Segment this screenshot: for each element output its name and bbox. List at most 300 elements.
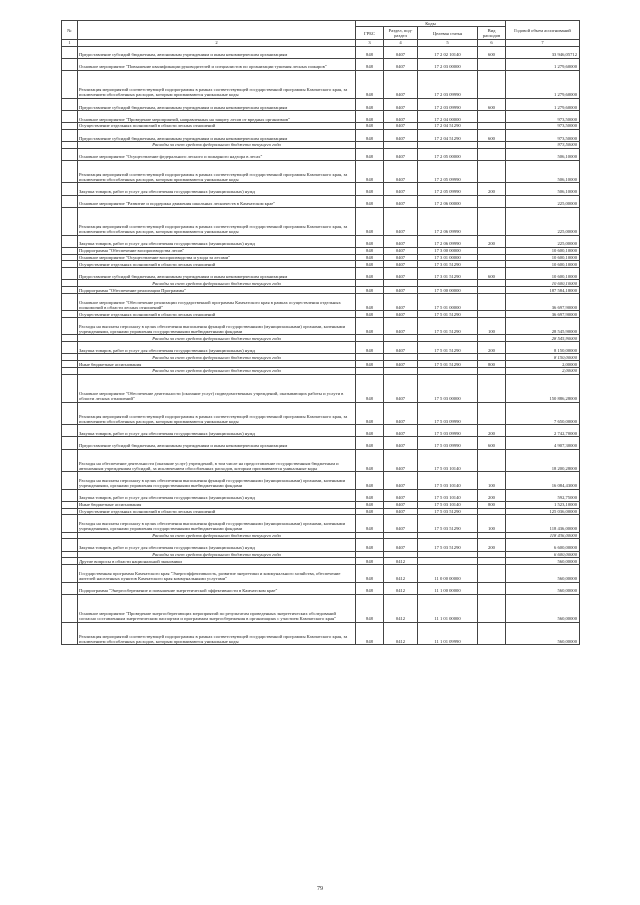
cell-num: [62, 195, 78, 207]
cell-target: 17 2 03 09990: [418, 98, 478, 110]
cell-section: 0407: [384, 287, 418, 294]
cell-name: Реализация мероприятий соответствующей подпрограммы в рамках соответствующей государственной программы Камчатского края, за исключением обособленных расходов, которым присваиваются уникальные коды: [78, 70, 356, 98]
header-number: №: [62, 21, 78, 40]
cell-num: [62, 354, 78, 361]
table-row: [62, 374, 580, 402]
cell-grbs: 848: [356, 235, 384, 247]
cell-type: [478, 594, 506, 622]
cell-target: [418, 354, 478, 361]
cell-grbs: 848: [356, 254, 384, 261]
cell-grbs: 848: [356, 437, 384, 449]
cell-target: 17 5 03 51290: [418, 539, 478, 551]
cell-section: 0407: [384, 311, 418, 318]
cell-amount: 7 650,00000: [506, 402, 580, 425]
cell-grbs: [356, 367, 384, 374]
cell-section: 0407: [384, 235, 418, 247]
cell-amount: 6 600,00000: [506, 539, 580, 551]
cell-type: [478, 110, 506, 122]
cell-type: 600: [478, 46, 506, 58]
cell-type: [478, 160, 506, 183]
cell-amount: 8 150,00000: [506, 342, 580, 354]
cell-name: Реализация мероприятий соответствующей подпрограммы в рамках соответствующей государственной программы Камчатского края, за исключением обособленных расходов, которым присваиваются уникальные коды: [78, 207, 356, 235]
cell-amount: 560,00000: [506, 582, 580, 594]
cell-target: 17 2 06 09990: [418, 235, 478, 247]
cell-amount: 506,10000: [506, 160, 580, 183]
table-row: [62, 437, 580, 449]
cell-name: Расходы за счет средств федерального бюджета текущего года: [78, 367, 356, 374]
cell-amount: 4 907,30000: [506, 437, 580, 449]
cell-num: [62, 594, 78, 622]
cell-name: Расходы за счет средств федерального бюджета текущего года: [78, 141, 356, 148]
cell-amount: 10 600,10000: [506, 261, 580, 268]
cell-section: 0407: [384, 261, 418, 268]
cell-grbs: [356, 141, 384, 148]
cell-type: [478, 551, 506, 558]
cell-section: 0407: [384, 254, 418, 261]
index-cell: 6: [478, 40, 506, 46]
cell-type: [478, 148, 506, 160]
cell-target: 17 5 03 09990: [418, 402, 478, 425]
cell-amount: 28 545,90000: [506, 335, 580, 342]
cell-grbs: 848: [356, 195, 384, 207]
table-row: [62, 247, 580, 254]
cell-target: 17 2 04 00000: [418, 110, 478, 122]
cell-type: [478, 558, 506, 565]
cell-name: Основное мероприятие "Проведение мероприятий, направленных на защиту лесов от вредных организмов": [78, 110, 356, 122]
table-row: [62, 622, 580, 645]
cell-grbs: 848: [356, 70, 384, 98]
cell-grbs: 848: [356, 58, 384, 70]
cell-amount: 10 600,10000: [506, 254, 580, 261]
header-section: Раздел, под- раздел: [384, 27, 418, 40]
cell-amount: 560,00000: [506, 565, 580, 582]
cell-type: 600: [478, 437, 506, 449]
cell-amount: 10 600,10000: [506, 247, 580, 254]
table-row: [62, 565, 580, 582]
table-row: [62, 148, 580, 160]
cell-num: [62, 311, 78, 318]
cell-target: [418, 367, 478, 374]
cell-target: 17 5 03 10140: [418, 501, 478, 508]
cell-amount: 187 584,18000: [506, 287, 580, 294]
cell-target: 11 1 01 09990: [418, 622, 478, 645]
table-row: [62, 287, 580, 294]
cell-amount: 36 697,90000: [506, 311, 580, 318]
cell-section: 0407: [384, 437, 418, 449]
table-row: [62, 207, 580, 235]
table-row: [62, 402, 580, 425]
header-target: Целевая статья: [418, 27, 478, 40]
cell-name: Осуществление отдельных полномочий в области лесных отношений: [78, 122, 356, 129]
cell-section: 0407: [384, 195, 418, 207]
cell-name: Основное мероприятие "Обеспечение деятельности (оказание услуг) подведомственных учреждений, оказывающих работы и услуги в области лесных отношений": [78, 374, 356, 402]
table-row: [62, 342, 580, 354]
cell-name: Осуществление отдельных полномочий в области лесных отношений: [78, 261, 356, 268]
table-row: [62, 361, 580, 368]
table-row: [62, 582, 580, 594]
cell-type: [478, 70, 506, 98]
index-cell: 5: [418, 40, 478, 46]
table-row: [62, 317, 580, 334]
cell-grbs: 848: [356, 311, 384, 318]
header-name: [78, 21, 356, 40]
cell-amount: 506,10000: [506, 183, 580, 195]
cell-name: Реализация мероприятий соответствующей подпрограммы в рамках соответствующей государственной программы Камчатского края, за исключением обособленных расходов, которым присваиваются уникальные коды: [78, 402, 356, 425]
cell-name: Расходы за счет средств федерального бюджета текущего года: [78, 335, 356, 342]
cell-type: [478, 582, 506, 594]
table-row-note: [62, 367, 580, 374]
cell-target: 17 5 01 51290: [418, 342, 478, 354]
cell-name: Расходы за счет средств федерального бюджета текущего года: [78, 280, 356, 287]
cell-grbs: 848: [356, 98, 384, 110]
cell-section: 0407: [384, 539, 418, 551]
cell-num: [62, 515, 78, 532]
cell-grbs: 848: [356, 515, 384, 532]
cell-type: 200: [478, 183, 506, 195]
cell-target: 11 0 00 00000: [418, 565, 478, 582]
cell-amount: 150 886,28000: [506, 374, 580, 402]
cell-target: 11 1 01 00000: [418, 594, 478, 622]
cell-target: 17 2 06 09990: [418, 207, 478, 235]
cell-type: 600: [478, 98, 506, 110]
table-row: [62, 311, 580, 318]
cell-num: [62, 141, 78, 148]
cell-type: 100: [478, 515, 506, 532]
cell-target: 17 5 03 10140: [418, 449, 478, 472]
cell-num: [62, 402, 78, 425]
cell-target: 17 2 03 00000: [418, 58, 478, 70]
cell-section: 0412: [384, 582, 418, 594]
cell-section: 0407: [384, 148, 418, 160]
cell-amount: 118 436,00000: [506, 532, 580, 539]
cell-type: [478, 367, 506, 374]
cell-amount: 1 279,60000: [506, 98, 580, 110]
table-row: [62, 46, 580, 58]
cell-name: Иные бюджетные ассигнования: [78, 501, 356, 508]
table-row-note: [62, 551, 580, 558]
cell-target: 17 5 03 51290: [418, 515, 478, 532]
table-row-note: [62, 335, 580, 342]
cell-num: [62, 361, 78, 368]
cell-section: 0407: [384, 98, 418, 110]
cell-grbs: 848: [356, 594, 384, 622]
cell-grbs: [356, 532, 384, 539]
cell-section: 0407: [384, 489, 418, 501]
cell-section: 0407: [384, 247, 418, 254]
cell-num: [62, 70, 78, 98]
cell-num: [62, 551, 78, 558]
cell-amount: 560,00000: [506, 558, 580, 565]
cell-num: [62, 46, 78, 58]
cell-name: Основное мероприятие "Осуществление федерального лесного и пожарного надзора в лесах": [78, 148, 356, 160]
cell-section: 0412: [384, 565, 418, 582]
cell-name: Расходы на выплаты персоналу в целях обеспечения выполнения функций государственными (муниципальными) органами, казенными учреждениями, органами управления государственными внебюджетными фондами: [78, 317, 356, 334]
cell-target: 17 2 05 09990: [418, 160, 478, 183]
cell-amount: 592,75000: [506, 489, 580, 501]
cell-name: Закупка товаров, работ и услуг для обеспечения государственных (муниципальных) нужд: [78, 489, 356, 501]
cell-target: 17 5 03 51290: [418, 508, 478, 515]
table-row: [62, 261, 580, 268]
cell-grbs: 848: [356, 207, 384, 235]
index-cell: 3: [356, 40, 384, 46]
cell-section: [384, 532, 418, 539]
table-row-note: [62, 280, 580, 287]
cell-section: 0407: [384, 472, 418, 489]
cell-name: Закупка товаров, работ и услуг для обеспечения государственных (муниципальных) нужд: [78, 425, 356, 437]
cell-num: [62, 472, 78, 489]
cell-type: [478, 508, 506, 515]
cell-amount: 506,10000: [506, 148, 580, 160]
cell-grbs: 848: [356, 148, 384, 160]
cell-num: [62, 437, 78, 449]
cell-grbs: 848: [356, 122, 384, 129]
cell-name: Закупка товаров, работ и услуг для обеспечения государственных (муниципальных) нужд: [78, 539, 356, 551]
cell-target: 17 5 03 09990: [418, 425, 478, 437]
cell-name: Государственная программа Камчатского края "Энергоэффективность, развитие энергетики и коммунального хозяйства, обеспечение жителей населенных пунктов Камчатского края коммунальными услугами": [78, 565, 356, 582]
cell-section: 0407: [384, 402, 418, 425]
cell-section: 0407: [384, 58, 418, 70]
cell-type: [478, 354, 506, 361]
cell-num: [62, 565, 78, 582]
cell-target: 17 5 01 00000: [418, 293, 478, 310]
cell-name: Основное мероприятие "Обеспечение реализации государственной программы Камчатского края в рамках осуществления отдельных полномочий в области лесных отношений": [78, 293, 356, 310]
cell-target: 17 5 01 51290: [418, 311, 478, 318]
cell-grbs: 848: [356, 287, 384, 294]
cell-section: [384, 280, 418, 287]
cell-target: 17 3 01 00000: [418, 254, 478, 261]
cell-target: 11 1 00 00000: [418, 582, 478, 594]
cell-grbs: 848: [356, 361, 384, 368]
cell-section: 0407: [384, 317, 418, 334]
cell-target: 17 5 03 09990: [418, 437, 478, 449]
cell-section: 0407: [384, 515, 418, 532]
cell-target: 17 2 03 09990: [418, 70, 478, 98]
cell-name: Основное мероприятие "Проведение энергосберегающих мероприятий по результатам проведенных энергетических обследований согласно составленным энергетическим паспортам и программам энергосбережения в организациях с участием Камчатского края": [78, 594, 356, 622]
cell-amount: 560,00000: [506, 594, 580, 622]
table-row: [62, 293, 580, 310]
header-amount: Годовой объем ассигнований: [506, 21, 580, 40]
cell-num: [62, 235, 78, 247]
cell-type: [478, 287, 506, 294]
cell-grbs: 848: [356, 183, 384, 195]
cell-name: Реализация мероприятий соответствующей подпрограммы в рамках соответствующей государственной программы Камчатского края, за исключением обособленных расходов, которым присваиваются уникальные коды: [78, 622, 356, 645]
cell-amount: 18 200,28000: [506, 449, 580, 472]
cell-num: [62, 622, 78, 645]
cell-num: [62, 342, 78, 354]
cell-type: 200: [478, 425, 506, 437]
cell-name: Расходы на обеспечение деятельности (оказание услуг) учреждений, в том числе на предоставление государственным бюджетным и автономным учреждениям субсидий, за исключением обособленных расходов, которым присваиваются уникальные коды: [78, 449, 356, 472]
cell-type: 800: [478, 501, 506, 508]
cell-type: 200: [478, 235, 506, 247]
cell-type: 200: [478, 489, 506, 501]
cell-section: [384, 141, 418, 148]
cell-section: 0412: [384, 558, 418, 565]
cell-name: Предоставление субсидий бюджетным, автономным учреждениям и иным некоммерческим организациям: [78, 129, 356, 141]
cell-grbs: [356, 280, 384, 287]
cell-amount: 225,00000: [506, 207, 580, 235]
cell-num: [62, 160, 78, 183]
cell-amount: 2 742,70000: [506, 425, 580, 437]
table-row: [62, 122, 580, 129]
cell-target: [418, 558, 478, 565]
cell-name: Реализация мероприятий соответствующей подпрограммы в рамках соответствующей государственной программы Камчатского края, за исключением обособленных расходов, которым присваиваются уникальные коды: [78, 160, 356, 183]
cell-type: [478, 532, 506, 539]
table-row: [62, 268, 580, 280]
cell-amount: 125 036,00000: [506, 508, 580, 515]
cell-amount: 2,00000: [506, 361, 580, 368]
cell-amount: 1 279,60000: [506, 58, 580, 70]
table-row: [62, 472, 580, 489]
cell-num: [62, 58, 78, 70]
cell-grbs: 848: [356, 261, 384, 268]
cell-section: [384, 551, 418, 558]
table-row-note: [62, 141, 580, 148]
cell-num: [62, 508, 78, 515]
cell-grbs: [356, 335, 384, 342]
cell-section: 0412: [384, 622, 418, 645]
cell-num: [62, 110, 78, 122]
budget-table-sheet: [61, 20, 579, 645]
cell-target: [418, 551, 478, 558]
table-row: [62, 449, 580, 472]
cell-num: [62, 268, 78, 280]
cell-section: 0412: [384, 594, 418, 622]
cell-section: 0407: [384, 122, 418, 129]
cell-amount: 118 436,00000: [506, 515, 580, 532]
cell-target: 17 2 04 51290: [418, 129, 478, 141]
cell-amount: 973,50000: [506, 129, 580, 141]
cell-grbs: 848: [356, 129, 384, 141]
cell-target: 17 2 04 51290: [418, 122, 478, 129]
cell-name: Предоставление субсидий бюджетным, автономным учреждениям и иным некоммерческим организациям: [78, 268, 356, 280]
cell-section: 0407: [384, 129, 418, 141]
table-row: [62, 594, 580, 622]
cell-type: [478, 254, 506, 261]
header-grbs: ГРБС: [356, 27, 384, 40]
cell-num: [62, 367, 78, 374]
table-row-note: [62, 532, 580, 539]
index-cell: 2: [78, 40, 356, 46]
table-row: [62, 160, 580, 183]
cell-num: [62, 122, 78, 129]
cell-amount: 973,50000: [506, 110, 580, 122]
cell-grbs: 848: [356, 472, 384, 489]
cell-name: Основное мероприятие "Развитие и поддержка движения школьных лесничеств в Камчатском крае": [78, 195, 356, 207]
cell-num: [62, 207, 78, 235]
cell-num: [62, 539, 78, 551]
cell-num: [62, 449, 78, 472]
cell-name: Предоставление субсидий бюджетным, автономным учреждениям и иным некоммерческим организациям: [78, 46, 356, 58]
table-row-note: [62, 354, 580, 361]
index-cell: 1: [62, 40, 78, 46]
cell-grbs: 848: [356, 449, 384, 472]
cell-name: Расходы на выплаты персоналу в целях обеспечения выполнения функций государственными (муниципальными) органами, казенными учреждениями, органами управления государственными внебюджетными фондами: [78, 472, 356, 489]
page-number: 79: [317, 886, 323, 892]
table-row: [62, 58, 580, 70]
cell-target: [418, 335, 478, 342]
cell-num: [62, 501, 78, 508]
cell-name: Осуществление отдельных полномочий в области лесных отношений: [78, 508, 356, 515]
index-cell: 4: [384, 40, 418, 46]
cell-num: [62, 148, 78, 160]
cell-target: 17 2 05 09990: [418, 183, 478, 195]
cell-type: [478, 195, 506, 207]
cell-amount: 28 545,90000: [506, 317, 580, 334]
table-row: [62, 129, 580, 141]
cell-type: [478, 122, 506, 129]
cell-target: 17 2 02 10140: [418, 46, 478, 58]
cell-target: 17 3 01 51290: [418, 268, 478, 280]
cell-num: [62, 280, 78, 287]
cell-grbs: 848: [356, 539, 384, 551]
header-type: Вид расходов: [478, 27, 506, 40]
cell-name: Закупка товаров, работ и услуг для обеспечения государственных (муниципальных) нужд: [78, 342, 356, 354]
cell-amount: 2,00000: [506, 367, 580, 374]
cell-grbs: 848: [356, 374, 384, 402]
cell-type: 600: [478, 268, 506, 280]
cell-name: Подпрограмма "Энергосбережение и повышение энергетической эффективности в Камчатском крае": [78, 582, 356, 594]
cell-grbs: 848: [356, 558, 384, 565]
cell-type: 200: [478, 539, 506, 551]
cell-num: [62, 558, 78, 565]
cell-target: 17 5 01 51290: [418, 317, 478, 334]
cell-target: 17 3 01 51290: [418, 261, 478, 268]
cell-target: [418, 141, 478, 148]
cell-num: [62, 293, 78, 310]
cell-num: [62, 183, 78, 195]
cell-section: 0407: [384, 46, 418, 58]
cell-target: [418, 532, 478, 539]
cell-num: [62, 98, 78, 110]
cell-name: Закупка товаров, работ и услуг для обеспечения государственных (муниципальных) нужд: [78, 235, 356, 247]
cell-section: 0407: [384, 501, 418, 508]
cell-name: Другие вопросы в области национальной экономики: [78, 558, 356, 565]
cell-grbs: 848: [356, 582, 384, 594]
cell-amount: 225,00000: [506, 195, 580, 207]
table-row: [62, 98, 580, 110]
cell-section: 0407: [384, 110, 418, 122]
cell-name: Закупка товаров, работ и услуг для обеспечения государственных (муниципальных) нужд: [78, 183, 356, 195]
cell-amount: 225,00000: [506, 235, 580, 247]
cell-name: Подпрограмма "Обеспечение реализации Программы": [78, 287, 356, 294]
cell-name: Подпрограмма "Обеспечение воспроизводства лесов": [78, 247, 356, 254]
cell-amount: 36 697,90000: [506, 293, 580, 310]
table-row: [62, 235, 580, 247]
cell-section: 0407: [384, 70, 418, 98]
cell-name: Расходы за счет средств федерального бюджета текущего года: [78, 354, 356, 361]
cell-section: 0407: [384, 293, 418, 310]
cell-target: 17 5 01 51290: [418, 361, 478, 368]
cell-name: Расходы на выплаты персоналу в целях обеспечения выполнения функций государственными (муниципальными) органами, казенными учреждениями, органами управления государственными внебюджетными фондами: [78, 515, 356, 532]
cell-type: 100: [478, 472, 506, 489]
budget-table: [61, 20, 580, 645]
cell-section: 0407: [384, 508, 418, 515]
cell-num: [62, 582, 78, 594]
cell-num: [62, 261, 78, 268]
cell-target: [418, 280, 478, 287]
cell-grbs: 848: [356, 317, 384, 334]
cell-grbs: 848: [356, 247, 384, 254]
cell-num: [62, 425, 78, 437]
cell-section: [384, 367, 418, 374]
cell-section: 0407: [384, 361, 418, 368]
cell-target: 17 2 05 00000: [418, 148, 478, 160]
table-row: [62, 195, 580, 207]
cell-grbs: [356, 551, 384, 558]
table-row: [62, 508, 580, 515]
cell-type: [478, 141, 506, 148]
cell-section: 0407: [384, 342, 418, 354]
